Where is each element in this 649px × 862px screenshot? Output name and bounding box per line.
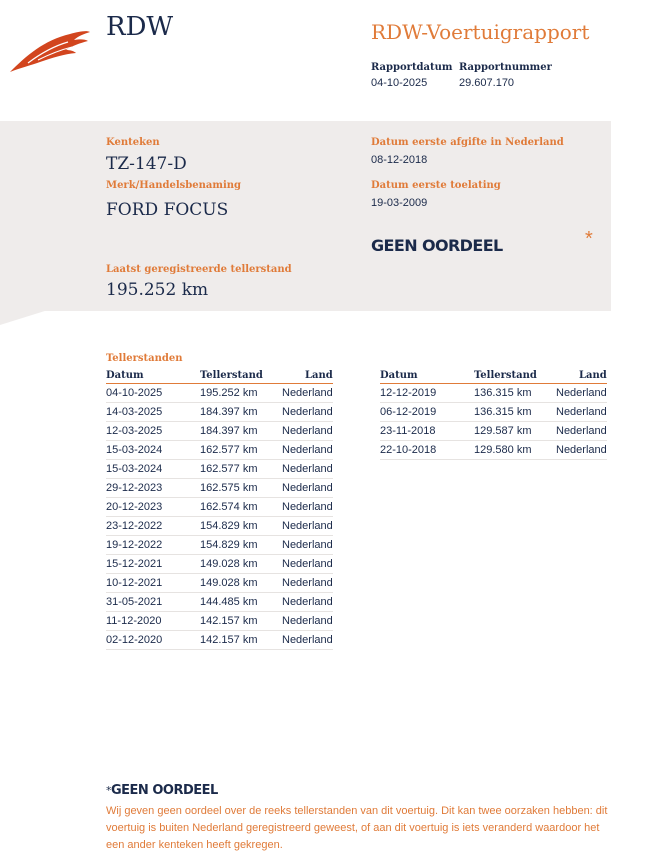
first-admission-label: Datum eerste toelating: [371, 180, 501, 191]
report-date-label: Rapportdatum: [371, 62, 453, 73]
make-value: FORD FOCUS: [106, 200, 229, 220]
cell-odometer: 136.315 km: [474, 384, 556, 403]
cell-country: Nederland: [282, 555, 333, 574]
table-row: [380, 441, 607, 460]
table-row: [106, 403, 333, 422]
table-row: [380, 384, 607, 403]
cell-date: 12-03-2025: [106, 422, 200, 441]
cell-date: 20-12-2023: [106, 498, 200, 517]
cell-country: Nederland: [556, 422, 607, 441]
cell-odometer: 154.829 km: [200, 517, 282, 536]
brand-name: RDW: [106, 12, 174, 42]
column-header-country: Land: [556, 369, 607, 384]
verdict-asterisk: *: [585, 228, 593, 250]
cell-date: 06-12-2019: [380, 403, 474, 422]
cell-country: Nederland: [556, 441, 607, 460]
cell-country: Nederland: [556, 403, 607, 422]
first-admission-value: 19-03-2009: [371, 197, 428, 209]
plate-value: TZ-147-D: [106, 154, 187, 174]
table-row: [106, 517, 333, 536]
footnote-heading: GEEN OORDEEL: [111, 783, 218, 798]
cell-date: 29-12-2023: [106, 479, 200, 498]
footnote-title: [106, 783, 218, 798]
column-header-date: Datum: [106, 369, 200, 384]
overview-panel-tail: [0, 310, 48, 325]
cell-date: 15-03-2024: [106, 460, 200, 479]
cell-odometer: 142.157 km: [200, 631, 282, 650]
cell-country: Nederland: [282, 593, 333, 612]
cell-odometer: 162.577 km: [200, 441, 282, 460]
overview-panel: [0, 121, 611, 311]
cell-country: Nederland: [282, 403, 333, 422]
report-date: 04-10-2025: [371, 77, 428, 89]
first-nl-label: Datum eerste afgifte in Nederland: [371, 137, 564, 148]
cell-country: Nederland: [282, 384, 333, 403]
cell-date: 15-12-2021: [106, 555, 200, 574]
report-title: RDW-Voertuigrapport: [371, 20, 590, 44]
cell-date: 23-11-2018: [380, 422, 474, 441]
cell-odometer: 149.028 km: [200, 555, 282, 574]
table-row: [106, 555, 333, 574]
cell-date: 14-03-2025: [106, 403, 200, 422]
cell-country: Nederland: [282, 460, 333, 479]
table-row: [106, 479, 333, 498]
cell-country: Nederland: [282, 479, 333, 498]
cell-odometer: 162.575 km: [200, 479, 282, 498]
cell-country: Nederland: [556, 384, 607, 403]
column-header-country: Land: [282, 369, 333, 384]
table-row: [106, 612, 333, 631]
cell-country: Nederland: [282, 422, 333, 441]
cell-date: 02-12-2020: [106, 631, 200, 650]
table-row: [380, 403, 607, 422]
cell-date: 15-03-2024: [106, 441, 200, 460]
cell-odometer: 142.157 km: [200, 612, 282, 631]
cell-country: Nederland: [282, 536, 333, 555]
verdict-text: GEEN OORDEEL: [371, 236, 503, 255]
cell-odometer: 154.829 km: [200, 536, 282, 555]
cell-odometer: 184.397 km: [200, 403, 282, 422]
first-nl-value: 08-12-2018: [371, 154, 428, 166]
table-row: [106, 384, 333, 403]
footnote-text: Wij geven geen oordeel over de reeks tellerstanden van dit voertuig. Dit kan twee oorzaken hebben: dit voertuig is buiten Nederland geregistreerd geweest, of aan dit voertuig is iets veranderd waardoor het een ander kenteken heeft gekregen.: [106, 805, 608, 851]
plate-label: Kenteken: [106, 137, 160, 148]
cell-country: Nederland: [282, 441, 333, 460]
table-row: [106, 593, 333, 612]
cell-country: Nederland: [282, 612, 333, 631]
cell-date: 12-12-2019: [380, 384, 474, 403]
cell-country: Nederland: [282, 517, 333, 536]
column-header-odometer: Tellerstand: [474, 369, 556, 384]
cell-country: Nederland: [282, 574, 333, 593]
readings-title: Tellerstanden: [106, 353, 183, 364]
cell-country: Nederland: [282, 498, 333, 517]
table-row: [106, 422, 333, 441]
column-header-odometer: Tellerstand: [200, 369, 282, 384]
cell-date: 22-10-2018: [380, 441, 474, 460]
cell-odometer: 162.577 km: [200, 460, 282, 479]
cell-date: 31-05-2021: [106, 593, 200, 612]
cell-odometer: 162.574 km: [200, 498, 282, 517]
table-row: [106, 441, 333, 460]
last-odometer-label: Laatst geregistreerde tellerstand: [106, 264, 292, 275]
make-label: Merk/Handelsbenaming: [106, 180, 242, 191]
table-row: [106, 574, 333, 593]
cell-date: 23-12-2022: [106, 517, 200, 536]
table-header-row: [380, 369, 607, 384]
cell-odometer: 144.485 km: [200, 593, 282, 612]
cell-odometer: 136.315 km: [474, 403, 556, 422]
table-row: [106, 460, 333, 479]
cell-country: Nederland: [282, 631, 333, 650]
cell-odometer: 129.587 km: [474, 422, 556, 441]
cell-date: 19-12-2022: [106, 536, 200, 555]
cell-odometer: 195.252 km: [200, 384, 282, 403]
readings-table-left: [106, 369, 333, 650]
last-odometer-value: 195.252 km: [106, 280, 209, 300]
table-row: [106, 536, 333, 555]
cell-odometer: 129.580 km: [474, 441, 556, 460]
cell-odometer: 184.397 km: [200, 422, 282, 441]
column-header-date: Datum: [380, 369, 474, 384]
report-number: 29.607.170: [459, 77, 515, 89]
cell-odometer: 149.028 km: [200, 574, 282, 593]
table-row: [380, 422, 607, 441]
readings-table-right: [380, 369, 607, 460]
cell-date: 10-12-2021: [106, 574, 200, 593]
cell-date: 04-10-2025: [106, 384, 200, 403]
table-row: [106, 498, 333, 517]
table-header-row: [106, 369, 333, 384]
table-row: [106, 631, 333, 650]
report-number-label: Rapportnummer: [459, 62, 552, 73]
cell-date: 11-12-2020: [106, 612, 200, 631]
rdw-logo-icon: [8, 26, 92, 74]
footnote-asterisk: *: [106, 784, 111, 797]
